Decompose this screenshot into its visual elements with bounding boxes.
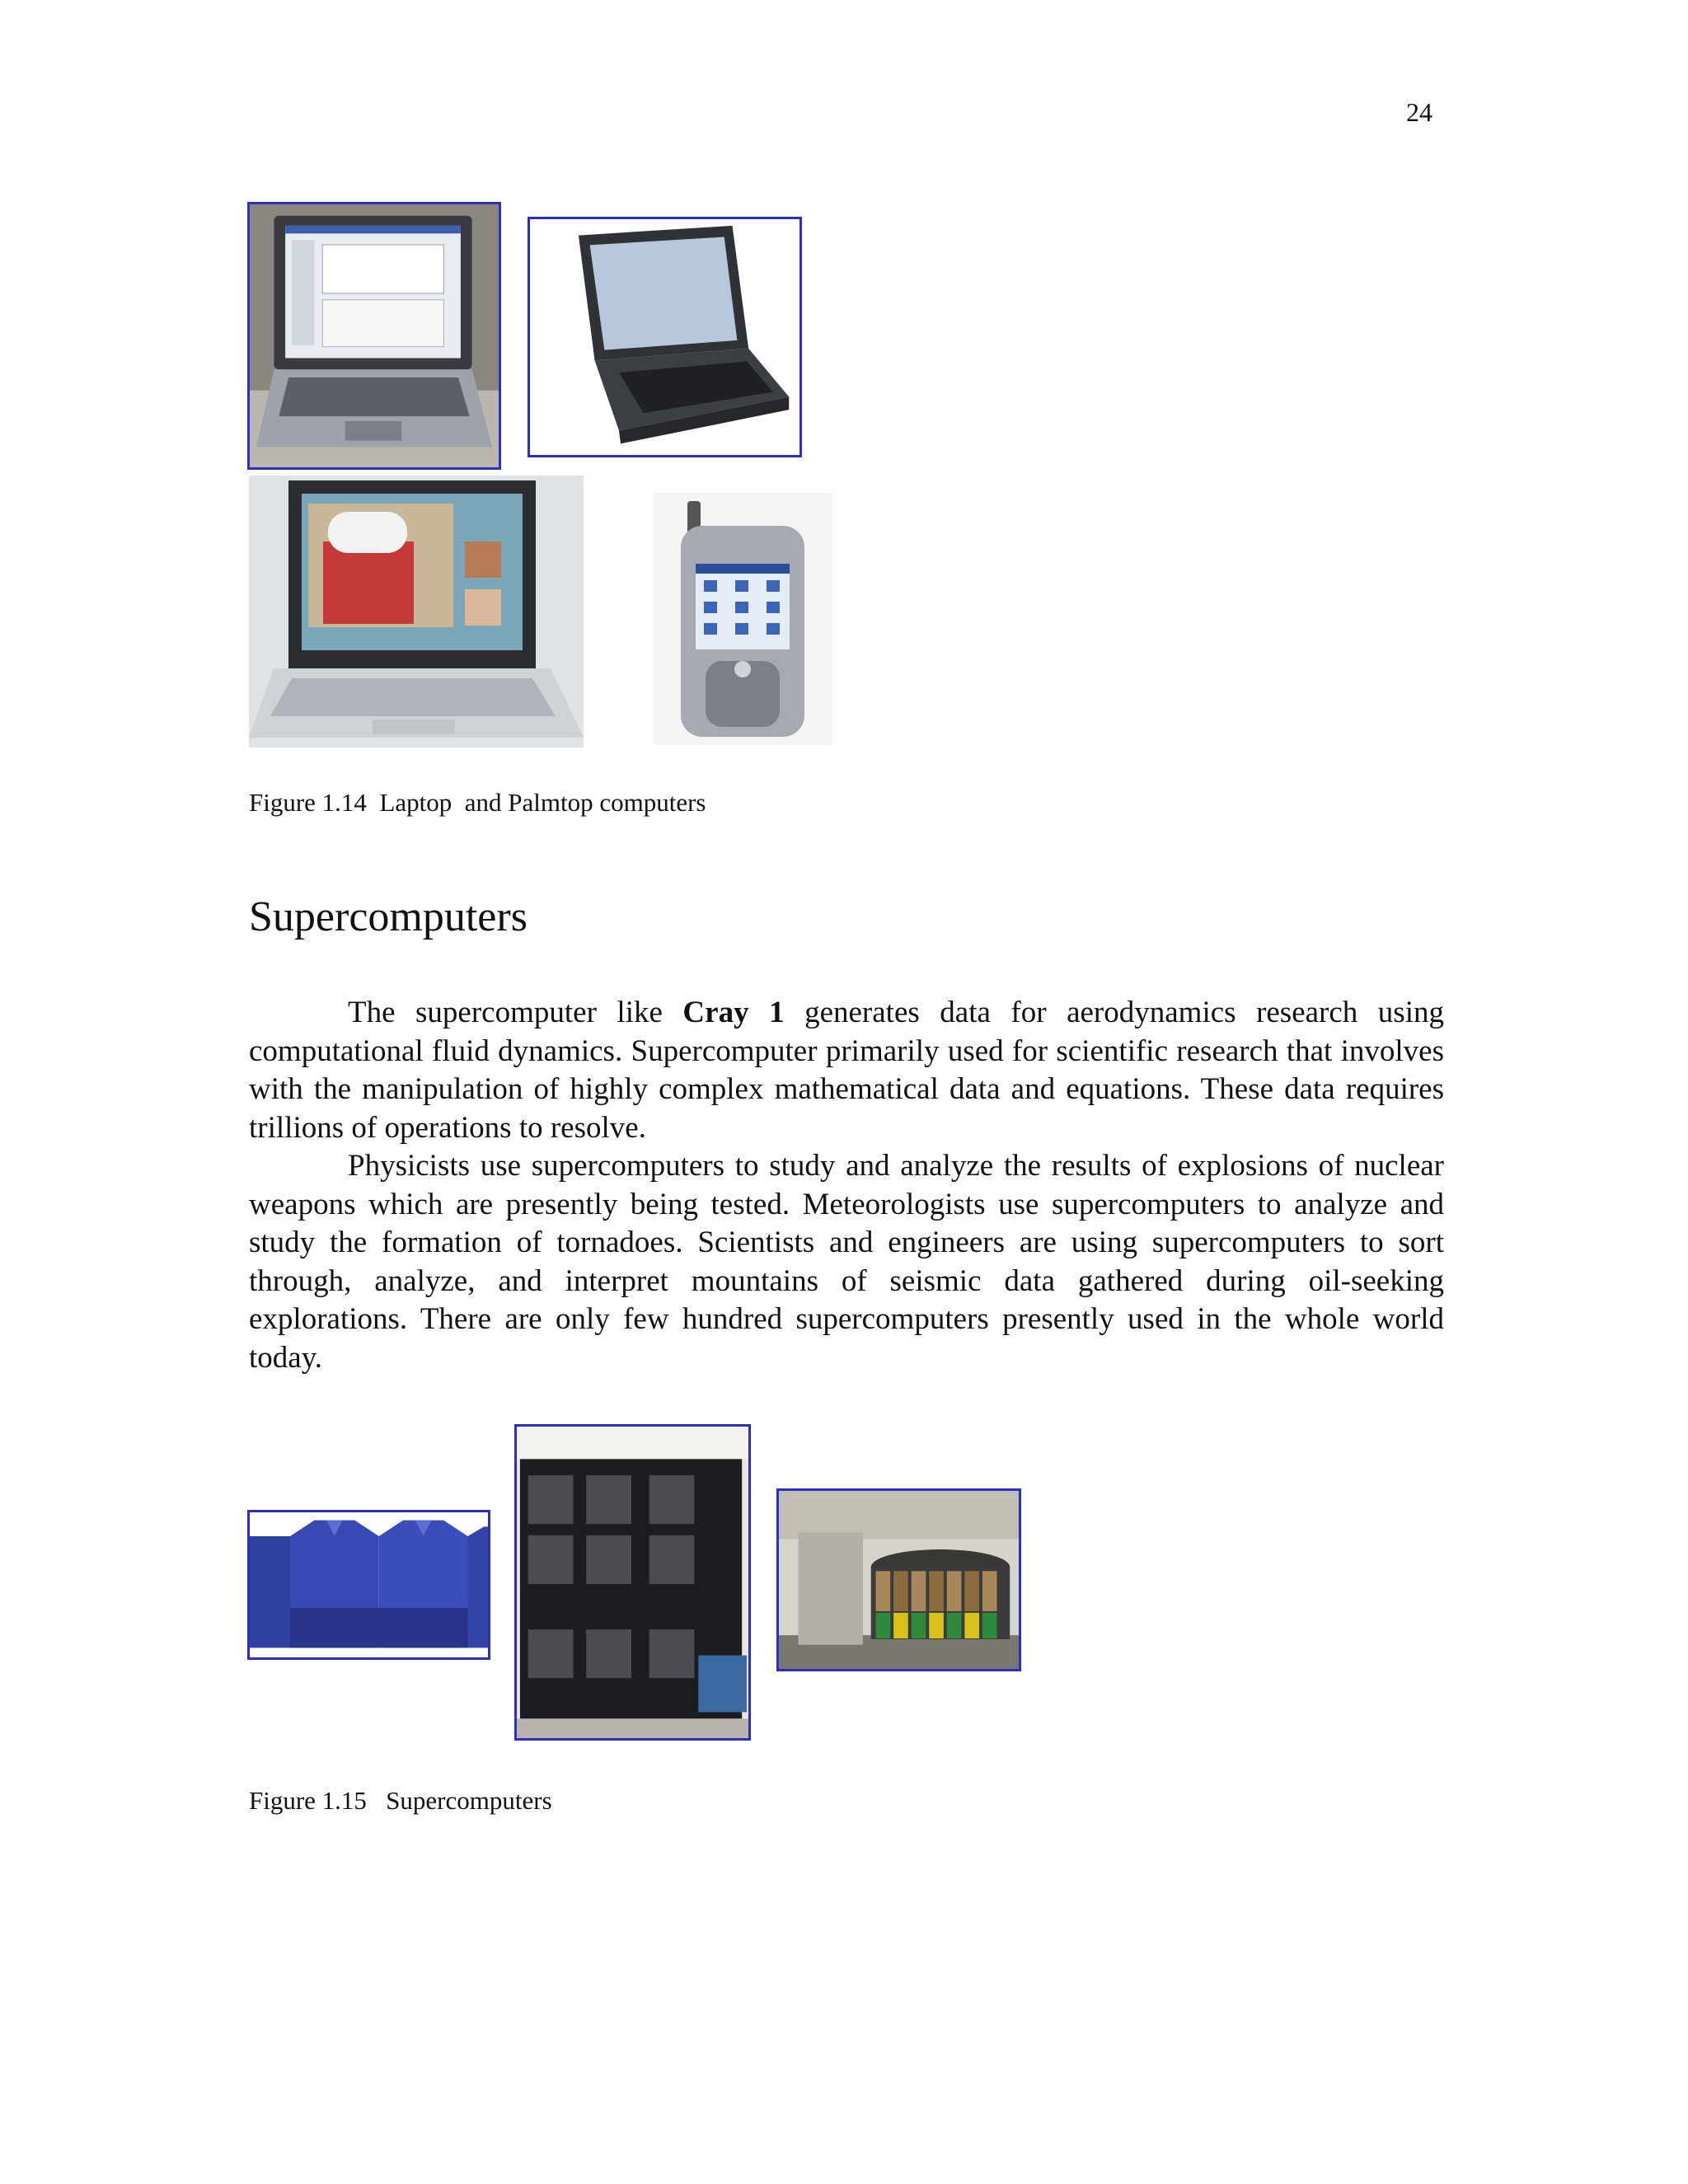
laptop-photo — [247, 202, 501, 470]
paragraph-1-prefix: The supercomputer like — [348, 996, 683, 1029]
cray-1-photo — [776, 1488, 1021, 1671]
cray-1-term: Cray 1 — [682, 996, 785, 1029]
rugged-laptop-photo — [528, 217, 802, 457]
paragraph-1 — [249, 994, 1444, 1147]
paragraph-2 — [249, 1147, 1444, 1377]
paragraph-1-suffix: generates data for aerodynamics research using computational fluid dynamics. Supercomputer primarily used for scientific research that involves with the manipulation of highly complex mathematical data and equations. These data requires trillions of operations to resolve. — [249, 996, 1444, 1145]
section-heading: Supercomputers — [249, 893, 528, 940]
paragraph-2-text: Physicists use supercomputers to study and analyze the results of explosions of nuclear weapons which are presently being tested. Meteorologists use supercomputers to analyze and study the formation of tornadoes. Scientists and engineers are using supercomputers to sort through, analyze, and interpret mountains of seismic data gathered during oil-seeking explorations. There are only few hundred supercomputers presently used in the whole world today. — [249, 1149, 1444, 1375]
blue-cabinets-photo — [247, 1510, 490, 1660]
figure-1-14-caption: Figure 1.14 Laptop and Palmtop computers — [249, 788, 706, 817]
figure-1-15-caption: Figure 1.15 Supercomputers — [249, 1786, 552, 1815]
dell-laptop-photo — [249, 476, 584, 748]
rack-server-photo — [514, 1424, 751, 1741]
palmtop-photo — [653, 493, 832, 745]
page-number: 24 — [1406, 97, 1432, 127]
